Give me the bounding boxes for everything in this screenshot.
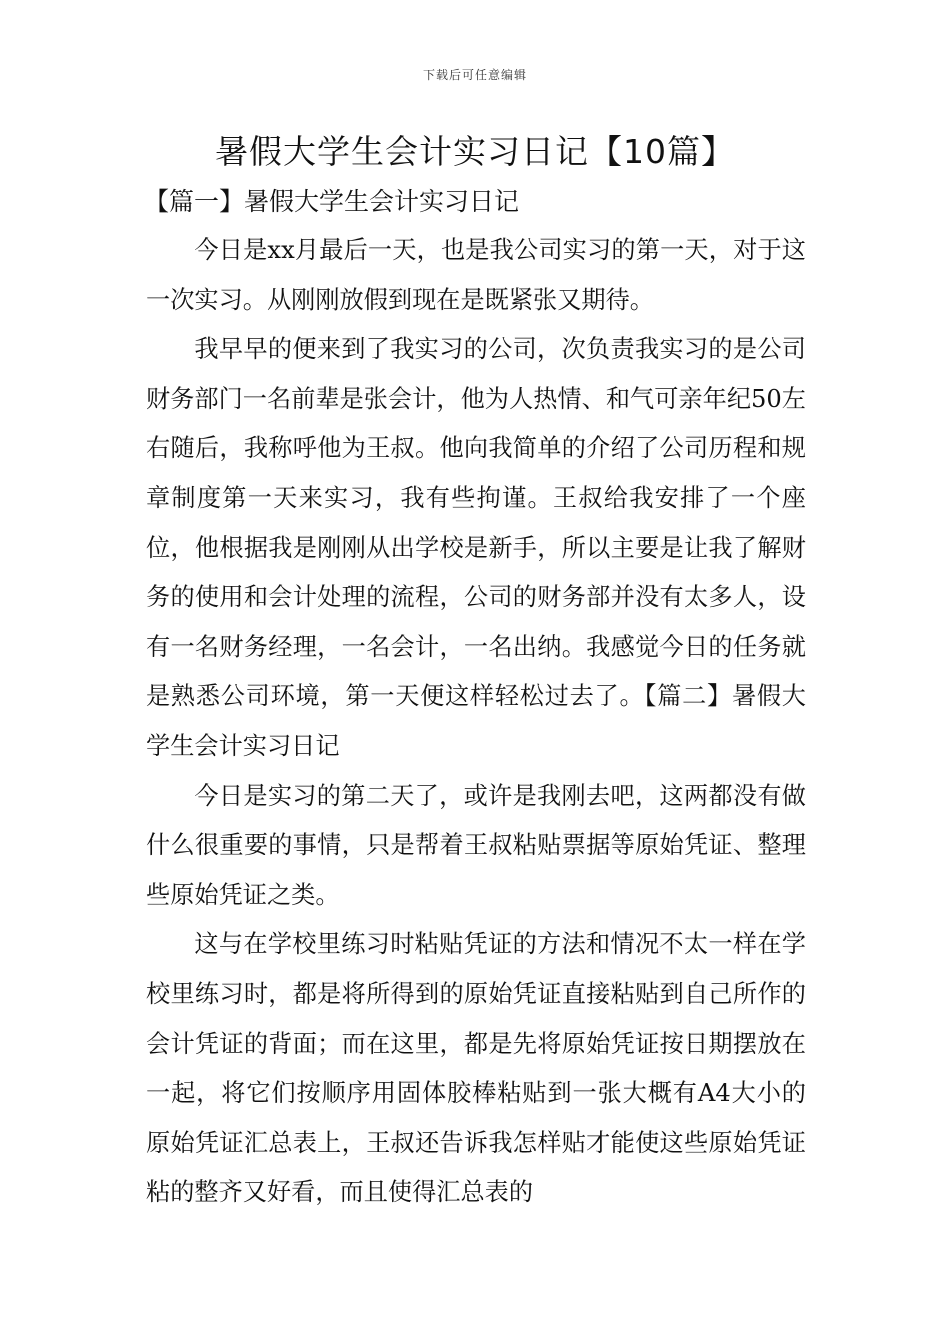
paragraph-3: 今日是实习的第二天了，或许是我刚去吧，这两都没有做什么很重要的事情，只是帮着王叔粘贴票据等原始凭证、整理些原始凭证之类。 xyxy=(146,781,806,909)
paragraph-2: 我早早的便来到了我实习的公司，次负责我实习的是公司财务部门一名前辈是张会计，他为人热情、和气可亲年纪50左右随后，我称呼他为王叔。他向我简单的介绍了公司历程和规章制度第一天来实习，我有些拘谨。王叔给我安排了一个座位，他根据我是刚刚从出学校是新手，所以主要是让我了解财务的使用和会计处理的流程，公司的财务部并没有太多人，设有一名财务经理，一名会计，一名出纳。我感觉今日的任务就是熟悉公司环境，第一天便这样轻松过去了。【篇二】暑假大学生会计实习日记 xyxy=(146,335,806,760)
document-title: 暑假大学生会计实习日记【10篇】 xyxy=(215,132,735,171)
paragraph-1: 今日是xx月最后一天，也是我公司实习的第一天，对于这一次实习。从刚刚放假到现在是既紧张又期待。 xyxy=(146,236,806,314)
body-text xyxy=(146,226,806,1218)
header-note: 下载后可任意编辑 xyxy=(422,68,527,82)
section-heading: 【篇一】暑假大学生会计实习日记 xyxy=(144,187,520,216)
paragraph-4: 这与在学校里练习时粘贴凭证的方法和情况不太一样在学校里练习时，都是将所得到的原始凭证直接粘贴到自己所作的会计凭证的背面；而在这里，都是先将原始凭证按日期摆放在一起，将它们按顺序用固体胶棒粘贴到一张大概有A4大小的原始凭证汇总表上，王叔还告诉我怎样贴才能使这些原始凭证粘的整齐又好看，而且使得汇总表的 xyxy=(146,930,806,1207)
